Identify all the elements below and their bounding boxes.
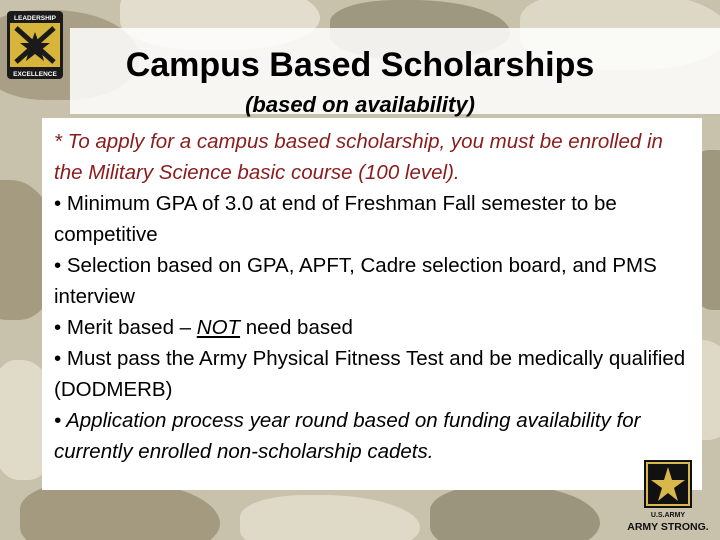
page-subtitle: (based on availability)	[245, 92, 475, 117]
army-slogan: ARMY STRONG.	[627, 521, 709, 533]
bullet-merit-post: need based	[240, 316, 353, 339]
bullet-merit	[54, 312, 694, 343]
logo-bottom-text: EXCELLENCE	[13, 71, 57, 78]
page-title: Campus Based Scholarships	[125, 46, 595, 84]
bullet-fitness: • Must pass the Army Physical Fitness Test and be medically qualified (DODMERB)	[54, 347, 686, 401]
army-label: U.S.ARMY	[650, 512, 686, 519]
scholarship-requirements	[54, 126, 694, 467]
logo-top-text: LEADERSHIP	[14, 15, 56, 22]
army-strong-logo	[622, 458, 714, 534]
application-note: * To apply for a campus based scholarship, you must be enrolled in the Military Science basic course (100 level).	[54, 130, 663, 184]
bullet-merit-pre: • Merit based –	[54, 316, 197, 339]
bullet-selection: • Selection based on GPA, APFT, Cadre selection board, and PMS interview	[54, 254, 657, 308]
bullet-application: • Application process year round based on funding availability for currently enrolled non-scholarship cadets.	[54, 409, 641, 463]
bullet-merit-not: NOT	[196, 316, 241, 339]
bullet-gpa: • Minimum GPA of 3.0 at end of Freshman Fall semester to be competitive	[54, 192, 617, 246]
